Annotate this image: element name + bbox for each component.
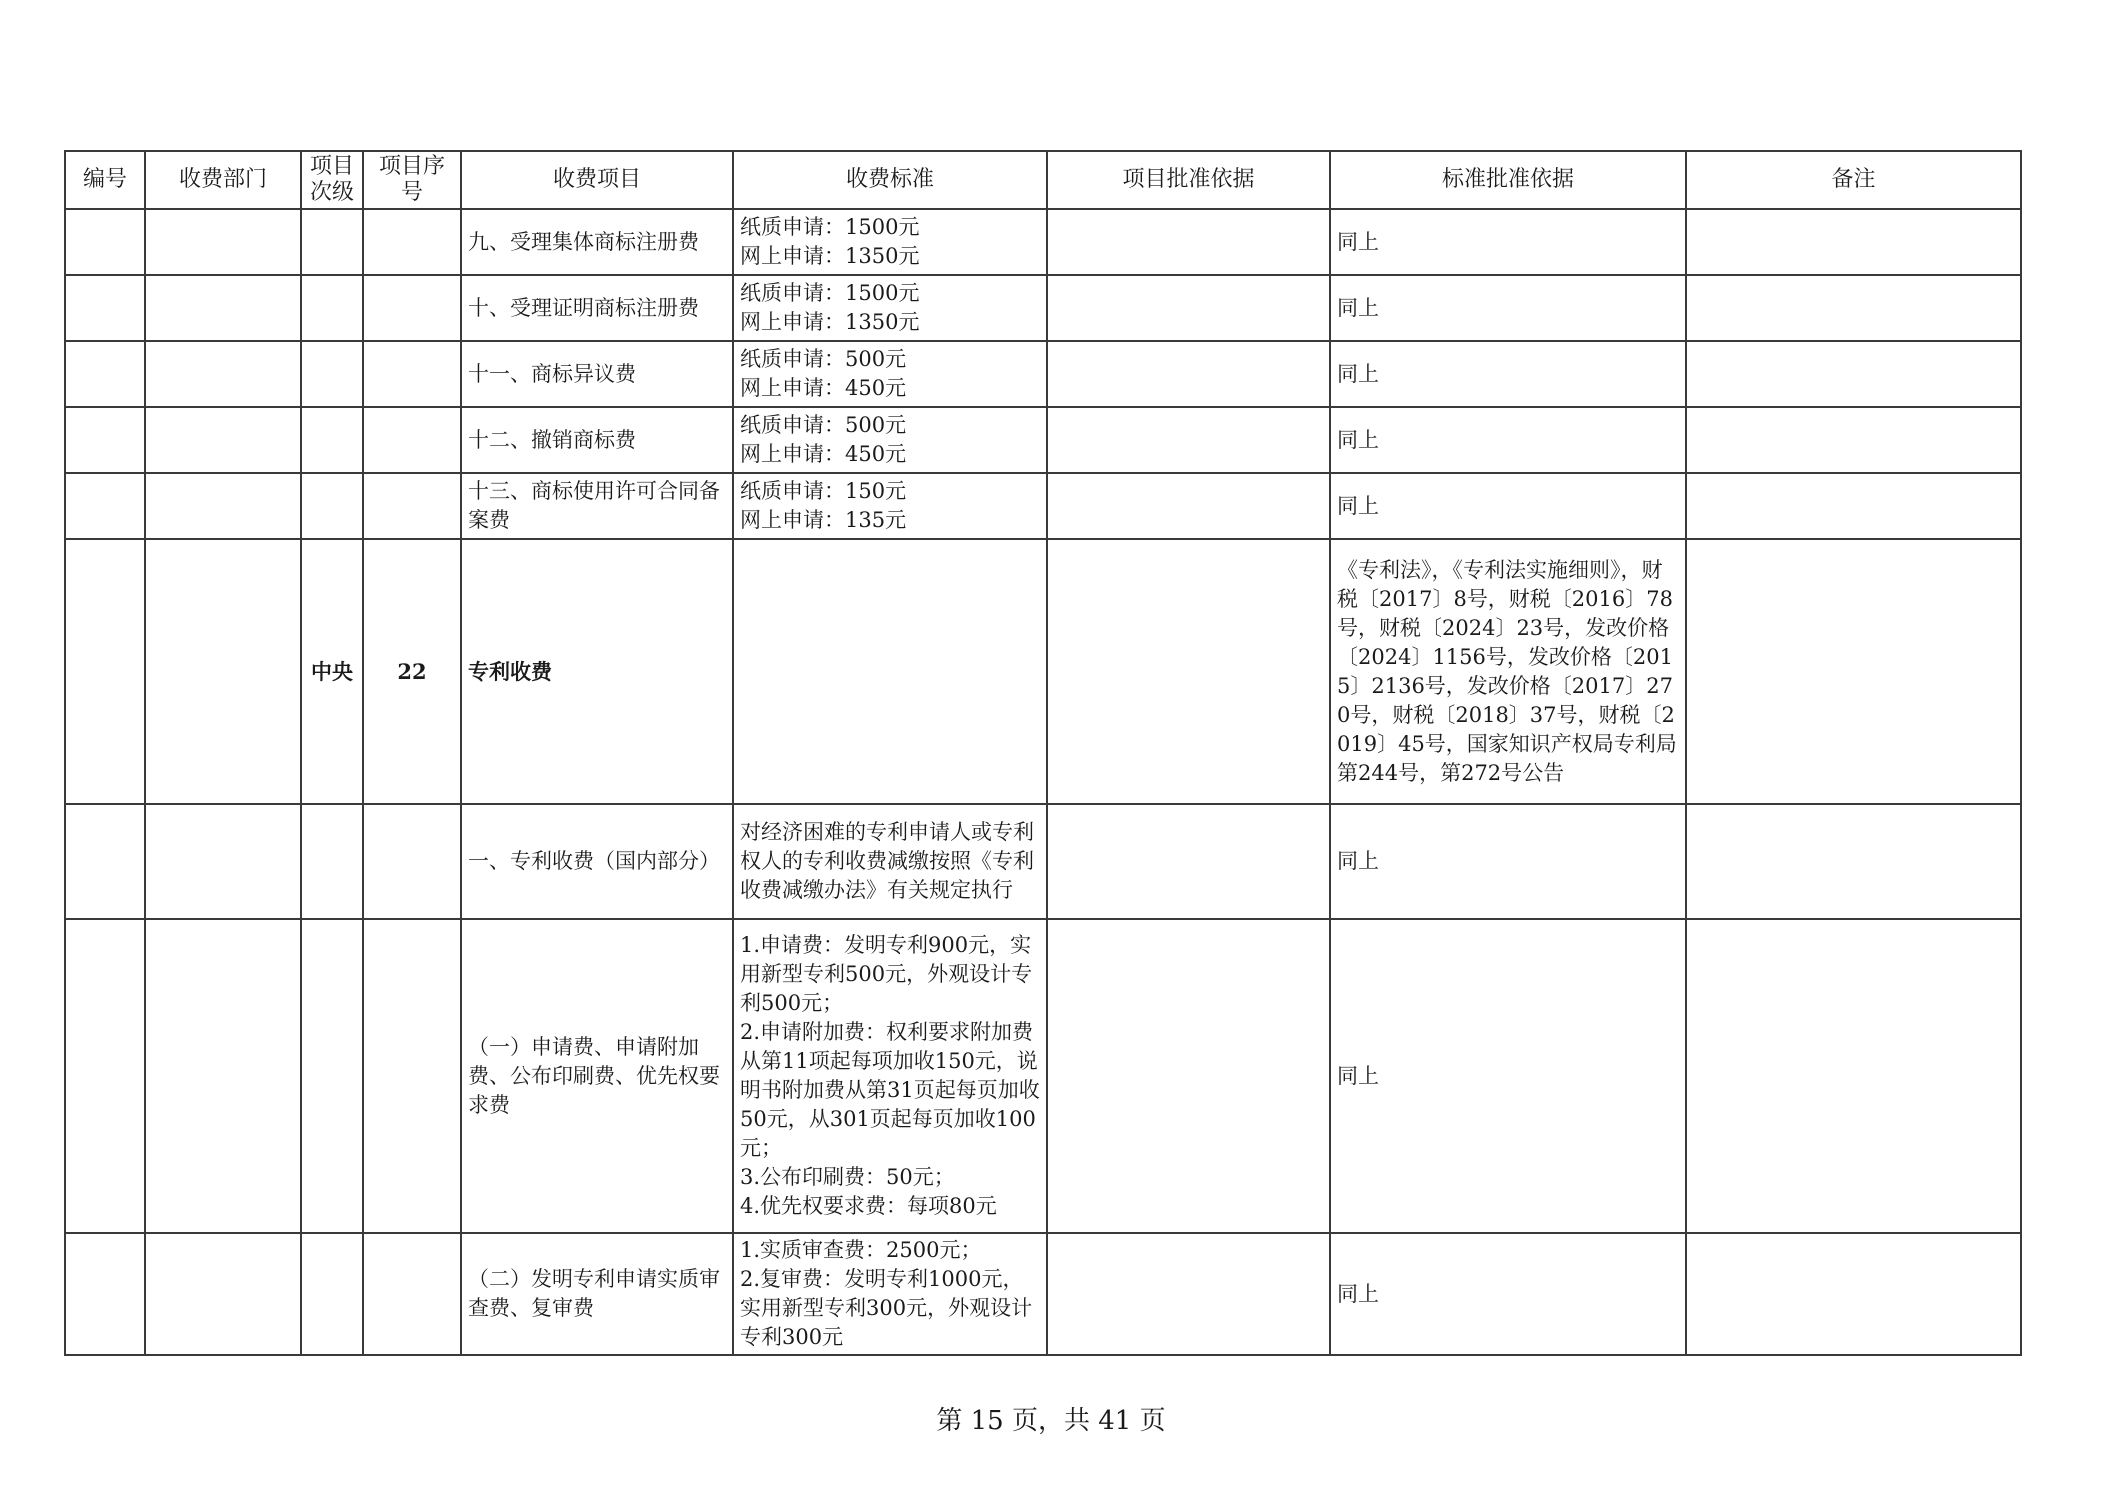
cell-std-basis: 《专利法》，《专利法实施细则》，财税〔2017〕8号，财税〔2016〕78号，财税〔2024〕23号，发改价格〔2024〕1156号，发改价格〔2015〕2136号，发改价格〔2017〕270号，财税〔2018〕37号，财税〔2019〕45号，国家知识产权局专利局第244号，第272号公告 xyxy=(1330,539,1686,804)
cell-item-basis xyxy=(1047,275,1330,341)
cell-no xyxy=(65,539,145,804)
cell-seq xyxy=(363,473,461,539)
cell-no xyxy=(65,473,145,539)
cell-std-basis: 同上 xyxy=(1330,1233,1686,1355)
cell-item: （一）申请费、申请附加费、公布印刷费、优先权要求费 xyxy=(461,919,733,1233)
cell-item: 十三、商标使用许可合同备案费 xyxy=(461,473,733,539)
cell-level xyxy=(301,919,363,1233)
cell-seq xyxy=(363,804,461,919)
cell-std-basis: 同上 xyxy=(1330,407,1686,473)
cell-dept xyxy=(145,407,301,473)
cell-dept xyxy=(145,275,301,341)
cell-seq xyxy=(363,341,461,407)
cell-std-basis: 同上 xyxy=(1330,275,1686,341)
cell-item: 十二、撤销商标费 xyxy=(461,407,733,473)
cell-standard xyxy=(733,539,1047,804)
table-row xyxy=(65,804,2021,919)
cell-note xyxy=(1686,407,2021,473)
cell-no xyxy=(65,275,145,341)
cell-std-basis: 同上 xyxy=(1330,919,1686,1233)
cell-dept xyxy=(145,341,301,407)
cell-level xyxy=(301,1233,363,1355)
cell-no xyxy=(65,209,145,275)
cell-item-basis xyxy=(1047,473,1330,539)
table-body xyxy=(65,209,2021,1355)
table-row xyxy=(65,1233,2021,1355)
header-dept: 收费部门 xyxy=(145,151,301,209)
cell-level xyxy=(301,275,363,341)
cell-standard: 1.实质审查费：2500元； 2.复审费：发明专利1000元，实用新型专利300元，外观设计专利300元 xyxy=(733,1233,1047,1355)
header-row xyxy=(65,151,2021,209)
cell-standard: 1.申请费：发明专利900元，实用新型专利500元，外观设计专利500元； 2.申请附加费：权利要求附加费从第11项起每项加收150元，说明书附加费从第31页起每页加收50元，从301页起每页加收100元； 3.公布印刷费：50元； 4.优先权要求费：每项80元 xyxy=(733,919,1047,1233)
header-no: 编号 xyxy=(65,151,145,209)
table-row xyxy=(65,209,2021,275)
header-seq: 项目序 号 xyxy=(363,151,461,209)
cell-seq: 22 xyxy=(363,539,461,804)
table-row xyxy=(65,539,2021,804)
table-row xyxy=(65,407,2021,473)
cell-dept xyxy=(145,209,301,275)
cell-item-basis xyxy=(1047,407,1330,473)
cell-standard: 纸质申请：500元 网上申请：450元 xyxy=(733,407,1047,473)
cell-standard: 纸质申请：150元 网上申请：135元 xyxy=(733,473,1047,539)
page-number: 第 15 页，共 41 页 xyxy=(936,1406,1166,1436)
cell-item: 一、专利收费（国内部分） xyxy=(461,804,733,919)
cell-item-basis xyxy=(1047,1233,1330,1355)
cell-no xyxy=(65,804,145,919)
cell-standard: 纸质申请：1500元 网上申请：1350元 xyxy=(733,209,1047,275)
header-item: 收费项目 xyxy=(461,151,733,209)
cell-no xyxy=(65,1233,145,1355)
cell-level xyxy=(301,209,363,275)
header-std-basis: 标准批准依据 xyxy=(1330,151,1686,209)
cell-item: 十、受理证明商标注册费 xyxy=(461,275,733,341)
header-level: 项目 次级 xyxy=(301,151,363,209)
cell-std-basis: 同上 xyxy=(1330,341,1686,407)
cell-note xyxy=(1686,1233,2021,1355)
cell-note xyxy=(1686,341,2021,407)
table-row xyxy=(65,341,2021,407)
cell-note xyxy=(1686,919,2021,1233)
cell-level xyxy=(301,473,363,539)
cell-item-basis xyxy=(1047,539,1330,804)
cell-std-basis: 同上 xyxy=(1330,804,1686,919)
cell-seq xyxy=(363,407,461,473)
cell-seq xyxy=(363,919,461,1233)
cell-dept xyxy=(145,1233,301,1355)
table-row xyxy=(65,473,2021,539)
cell-item-basis xyxy=(1047,341,1330,407)
cell-no xyxy=(65,341,145,407)
cell-item-basis xyxy=(1047,209,1330,275)
cell-std-basis: 同上 xyxy=(1330,209,1686,275)
cell-note xyxy=(1686,275,2021,341)
cell-no xyxy=(65,407,145,473)
cell-item: （二）发明专利申请实质审查费、复审费 xyxy=(461,1233,733,1355)
cell-note xyxy=(1686,539,2021,804)
cell-standard: 纸质申请：1500元 网上申请：1350元 xyxy=(733,275,1047,341)
cell-item-basis xyxy=(1047,804,1330,919)
cell-item: 专利收费 xyxy=(461,539,733,804)
cell-note xyxy=(1686,804,2021,919)
cell-seq xyxy=(363,1233,461,1355)
cell-item: 十一、商标异议费 xyxy=(461,341,733,407)
cell-note xyxy=(1686,209,2021,275)
cell-standard: 对经济困难的专利申请人或专利权人的专利收费减缴按照《专利收费减缴办法》有关规定执行 xyxy=(733,804,1047,919)
header-item-basis: 项目批准依据 xyxy=(1047,151,1330,209)
cell-level: 中央 xyxy=(301,539,363,804)
cell-dept xyxy=(145,473,301,539)
fee-table xyxy=(64,150,2022,1356)
cell-dept xyxy=(145,804,301,919)
cell-level xyxy=(301,804,363,919)
header-note: 备注 xyxy=(1686,151,2021,209)
cell-seq xyxy=(363,275,461,341)
cell-seq xyxy=(363,209,461,275)
table-row xyxy=(65,275,2021,341)
cell-level xyxy=(301,341,363,407)
cell-dept xyxy=(145,539,301,804)
cell-std-basis: 同上 xyxy=(1330,473,1686,539)
cell-dept xyxy=(145,919,301,1233)
table-header xyxy=(65,151,2021,209)
cell-item-basis xyxy=(1047,919,1330,1233)
cell-standard: 纸质申请：500元 网上申请：450元 xyxy=(733,341,1047,407)
header-standard: 收费标准 xyxy=(733,151,1047,209)
cell-item: 九、受理集体商标注册费 xyxy=(461,209,733,275)
cell-level xyxy=(301,407,363,473)
cell-note xyxy=(1686,473,2021,539)
table-row xyxy=(65,919,2021,1233)
cell-no xyxy=(65,919,145,1233)
